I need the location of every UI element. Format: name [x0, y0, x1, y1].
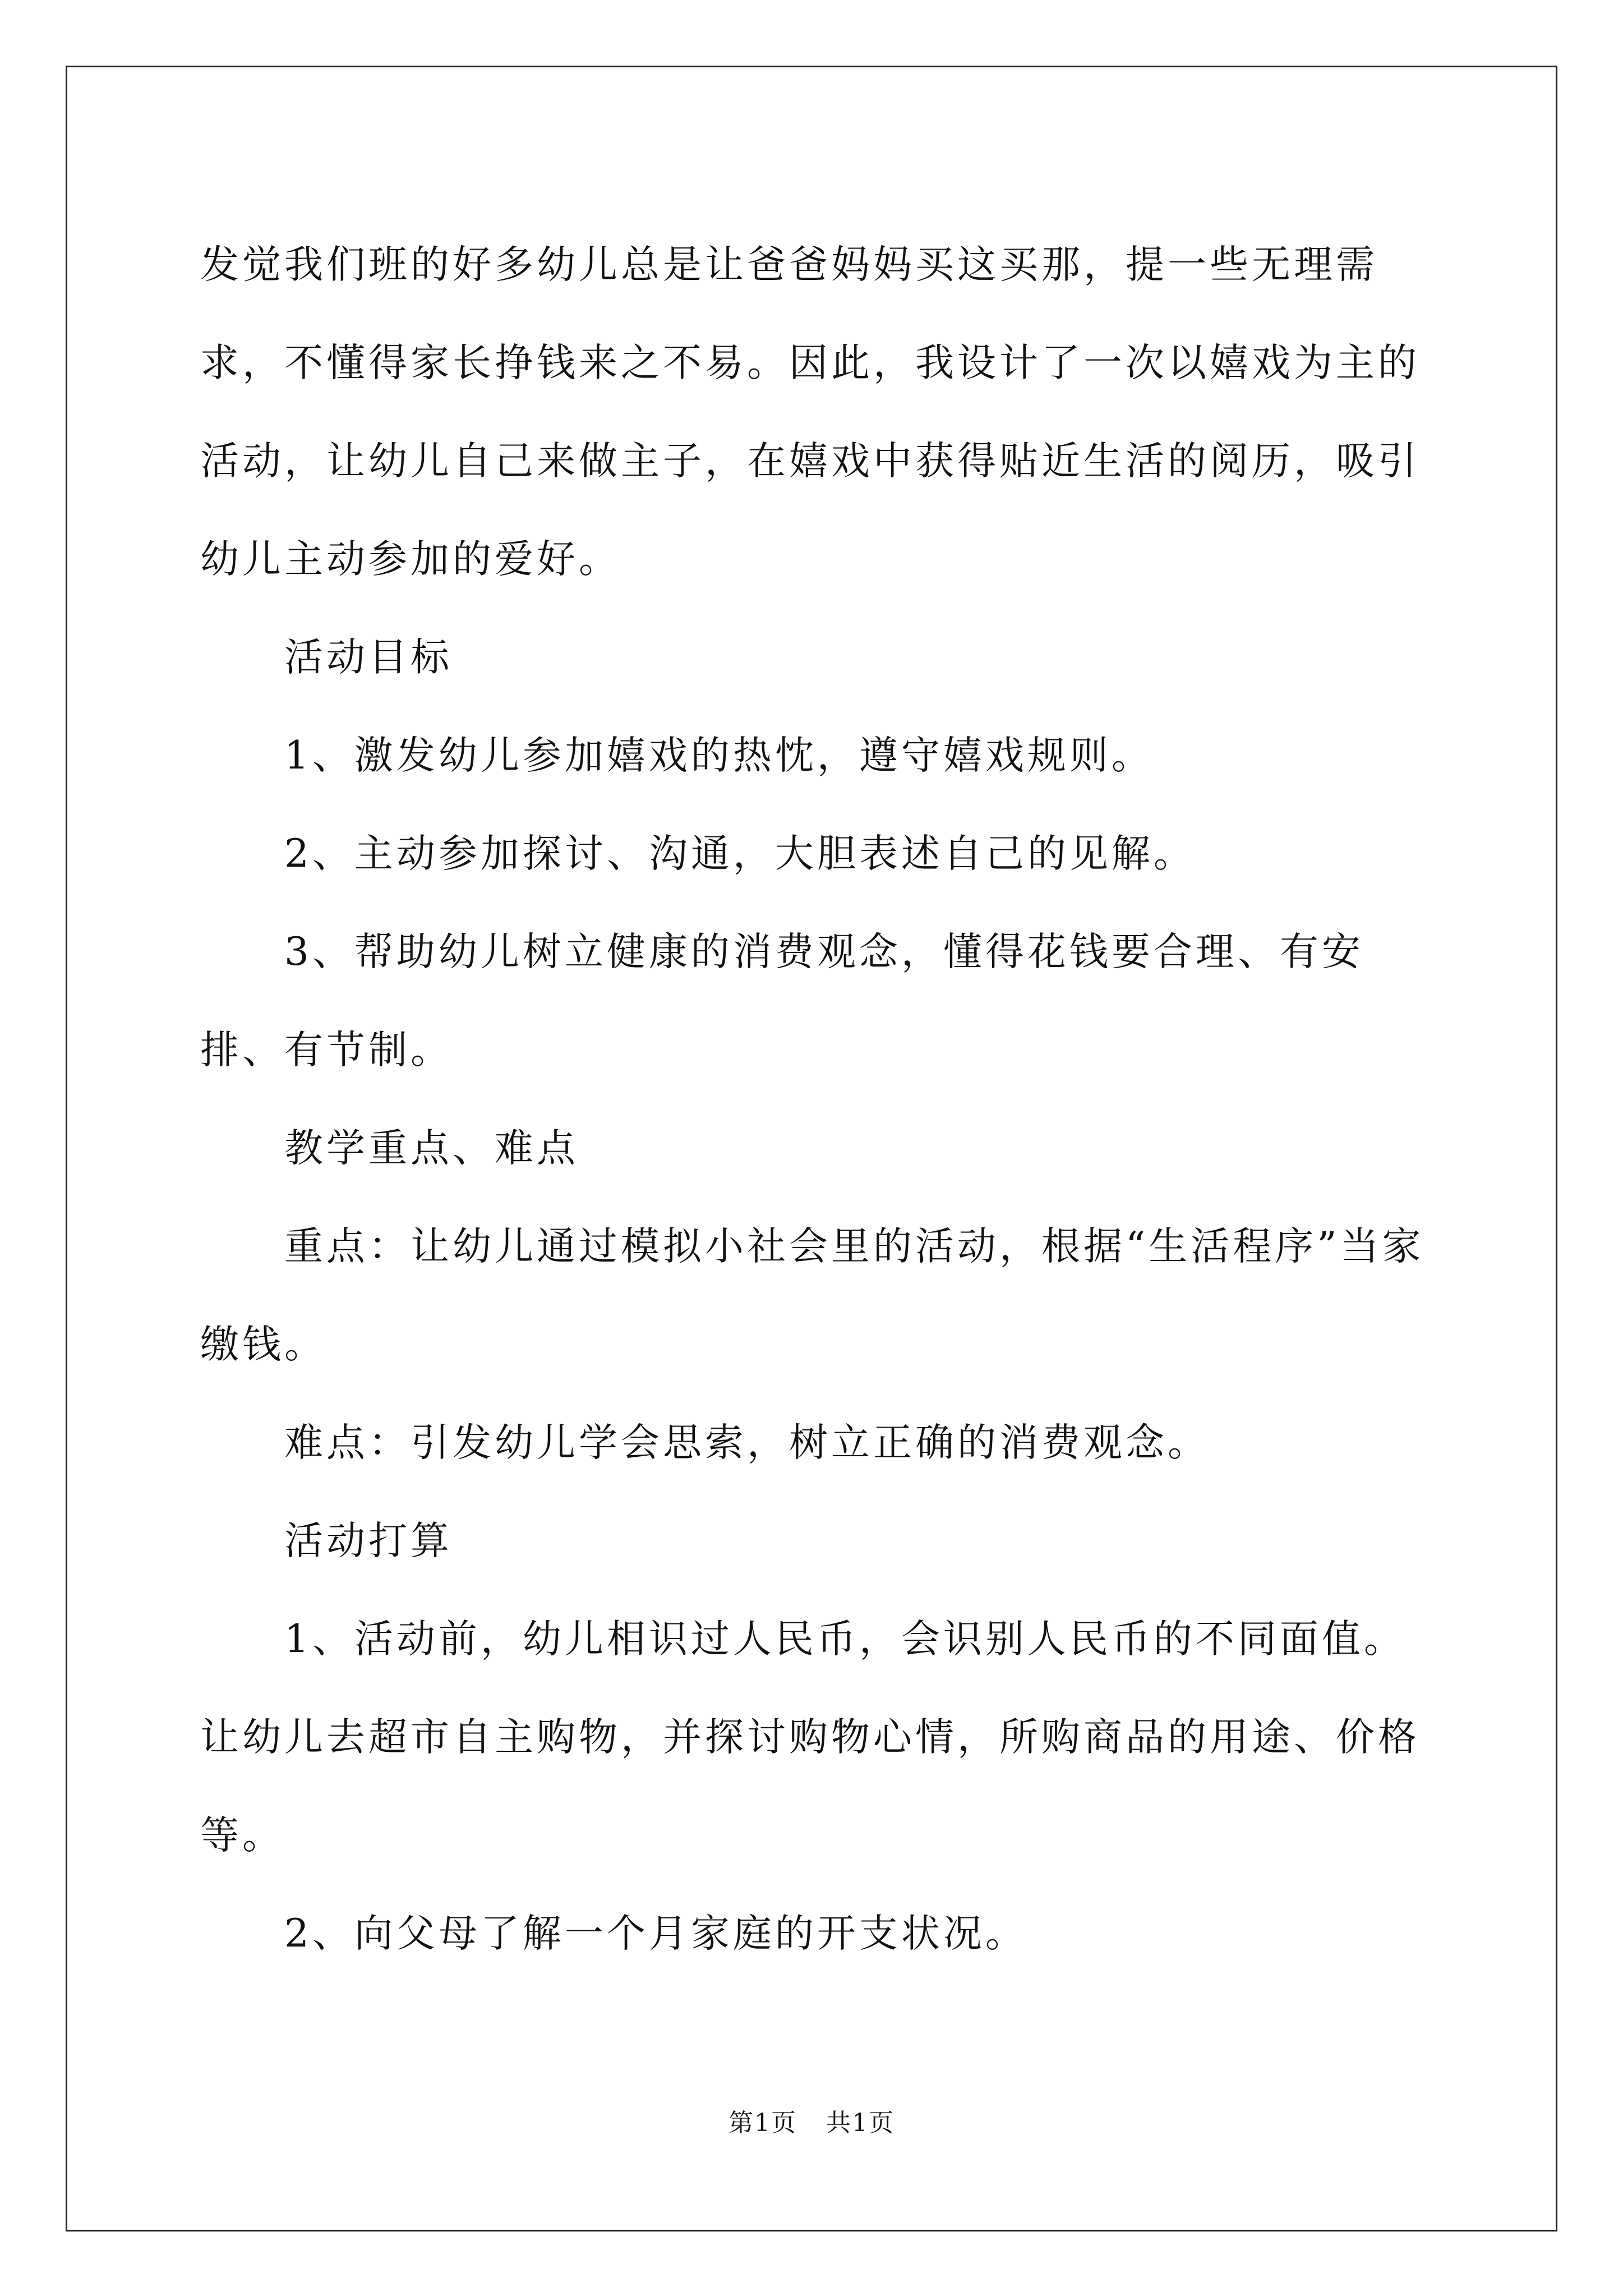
page-footer	[0, 2106, 1623, 2140]
preparation-item-2: 2、向父母了解一个月家庭的开支状况。	[284, 1911, 1027, 1956]
page-number-current: 第1页	[728, 2109, 797, 2137]
preparation-item-1: 1、活动前，幼儿相识过人民币，会识别人民币的不同面值。让幼儿去超市自主购物，并探讨购物心情，所购商品的用途、价格等。	[200, 1617, 1420, 1858]
heading-key-points: 教学重点、难点	[284, 1126, 579, 1171]
paragraph-intro: 发觉我们班的好多幼儿总是让爸爸妈妈买这买那，提一些无理需求，不懂得家长挣钱来之不易。因此，我设计了一次以嬉戏为主的活动，让幼儿自己来做主子，在嬉戏中获得贴近生活的阅历，吸引幼儿主动参加的爱好。	[200, 242, 1420, 582]
goal-item-3: 3、帮助幼儿树立健康的消费观念，懂得花钱要合理、有安排、有节制。	[200, 930, 1364, 1073]
heading-activity-preparation: 活动打算	[284, 1519, 453, 1563]
heading-activity-goals: 活动目标	[284, 635, 453, 680]
goal-item-2: 2、主动参加探讨、沟通，大胆表述自己的见解。	[284, 831, 1196, 876]
page-number-total: 共1页	[826, 2109, 895, 2137]
document-body	[200, 216, 1428, 1983]
key-point-paragraph: 重点：让幼儿通过模拟小社会里的活动，根据“生活程序”当家缴钱。	[200, 1224, 1424, 1367]
difficulty-paragraph: 难点：引发幼儿学会思索，树立正确的消费观念。	[284, 1420, 1210, 1465]
goal-item-1: 1、激发幼儿参加嬉戏的热忱，遵守嬉戏规则。	[284, 733, 1154, 778]
